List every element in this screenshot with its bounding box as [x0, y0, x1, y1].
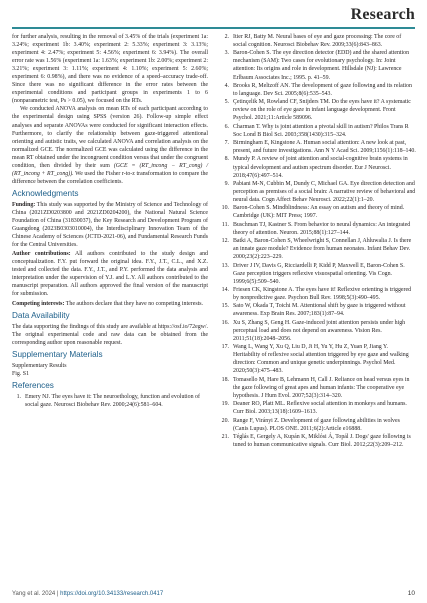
- analysis-paragraph: [12, 105, 208, 185]
- reference-item: [220, 204, 416, 220]
- acknowledgments-heading: Acknowledgments: [12, 188, 79, 198]
- competing-paragraph: [12, 300, 208, 308]
- reference-number: 4.: [224, 82, 229, 89]
- reference-number: 11.: [221, 221, 229, 228]
- reference-number: 6.: [224, 123, 229, 130]
- page-number: 10: [407, 590, 415, 597]
- acknowledgments-section: [12, 201, 208, 308]
- reference-number: 8.: [224, 156, 229, 163]
- reference-number: 1.: [16, 393, 21, 400]
- journal-title: Research: [350, 6, 415, 23]
- supplementary-heading: Supplementary Materials: [12, 349, 103, 359]
- gce-equation: (GCE = (RT_incong − RT_cong) / (RT_incong + RT_cong)).: [12, 162, 208, 177]
- reference-text: Mundy P. A review of joint attention and social-cognitive brain systems in typical development and autism spectrum disorder. Eur J Neurosci. 2018;47(6):497–514.: [233, 156, 408, 179]
- reference-text: Xu S, Zhang S, Geng H. Gaze-induced joint attention persists under high perceptual load and does not depend on awareness. Vision Res. 2011;51(18):2048–2056.: [233, 319, 406, 342]
- reference-text: Téglás E, Gergely A, Kupán K, Miklósi Á, Topál J. Dogs' gaze following is tuned to human communicative signals. Curr Biol. 2012;22(3):209–212.: [233, 433, 411, 448]
- competing-text: The authors declare that they have no competing interests.: [64, 300, 204, 307]
- reference-number: 16.: [221, 319, 229, 326]
- reference-text: Emery NJ. The eyes have it: The neuroethology, function and evolution of social gaze. Neurosci Biobehav Rev. 2000;24(6):581–604.: [25, 393, 200, 408]
- contributions-label: Author contributions:: [12, 251, 71, 258]
- doi-link[interactable]: https://doi.org/10.34133/research.0417: [60, 591, 164, 597]
- reference-item: [220, 98, 416, 122]
- supplementary-results: Supplementary Results: [12, 362, 67, 369]
- reference-text: Friesen CK, Kingstone A. The eyes have it! Reflexive orienting is triggered by nonpredictive gaze. Psychon Bull Rev. 1998;5(3):490–495.: [233, 287, 412, 302]
- contributions-paragraph: [12, 250, 208, 298]
- references-list-right: [220, 33, 416, 449]
- reference-item: [220, 155, 416, 179]
- left-column: [12, 33, 208, 409]
- reference-item: [220, 417, 416, 433]
- header-rule: [12, 27, 415, 29]
- reference-number: 5.: [224, 99, 229, 106]
- reference-text: Batki A, Baron-Cohen S, Wheelwright S, Connellan J, Ahluwalia J. Is there an innate gaze module? Evidence from human neonates. Infant Behav Dev. 2000;23(2):223–229.: [233, 238, 412, 261]
- reference-item: [220, 221, 416, 237]
- reference-text: Baron-Cohen S. Mindblindness: An essay on autism and theory of mind. Cambridge (UK): MIT Press; 1997.: [233, 205, 405, 220]
- reference-number: 15.: [221, 303, 229, 310]
- reference-number: 14.: [221, 287, 229, 294]
- references-heading: References: [12, 380, 54, 390]
- reference-item: [220, 343, 416, 375]
- data-availability-heading: Data Availability: [12, 310, 70, 320]
- footer-citation: [12, 591, 163, 597]
- reference-number: 3.: [224, 50, 229, 57]
- right-column: [220, 33, 416, 449]
- reference-number: 20.: [221, 417, 229, 424]
- reference-number: 18.: [221, 376, 229, 383]
- reference-item: [220, 237, 416, 261]
- reference-text: Sato W, Okada T, Toichi M. Attentional shift by gaze is triggered without awareness. Exp Brain Res. 2007;183(1):87–94.: [233, 303, 406, 318]
- reference-item: [220, 262, 416, 286]
- reference-number: 13.: [221, 262, 229, 269]
- data-availability-text: The data supporting the findings of this study are available at https://osf.io/72egw/. The original experimental code and raw data can be obtained from the corresponding author upon reasonable request.: [12, 323, 208, 346]
- results-paragraph: for further analysis, resulting in the removal of 3.45% of the trials (experiment 1a: 3.24%; experiment 1b: 3.40%; experiment 2: 5.33%; experiment 3: 3.13%; experiment 4: 2.47%; experiment 5: 4.56%; experiment 6: 3.94%). The overall error rate was 1.56% (experiment 1a: 1.63%; experiment 1b: 2.00%; experiment 2: 3.21%; experiment 3: 1.11%; experiment 4: 1.10%; experiment 5: 2.60%; experiment 6: 0.98%), and there was no evidence of a speed–accuracy trade-off. Since there was no significant difference in the error rates between the experimental conditions and participant groups in experiments 1 to 6 (nonparametric test, Ps > 0.05), we focused on the RTs.: [12, 34, 208, 105]
- reference-number: 17.: [221, 344, 229, 351]
- reference-text: Deaner RO, Platt ML. Reflexive social attention in monkeys and humans. Curr Biol. 2003;13(18):1609–1613.: [233, 401, 407, 416]
- analysis-text-end: We used the Fisher r-to-z transformation to compare the difference between the correlation coefficients.: [12, 170, 208, 185]
- reference-text: Charman T. Why is joint attention a pivotal skill in autism? Philos Trans R Soc Lond B Biol Sci. 2003;358(1430):315–324.: [233, 123, 409, 138]
- reference-text: Driver J IV, Davis G, Ricciardelli P, Kidd P, Maxwell E, Baron-Cohen S. Gaze perception triggers reflexive visuospatial orienting. Vis Cogn. 1999;6(5):509–540.: [233, 262, 405, 285]
- reference-text: Range F, Virányi Z. Development of gaze following abilities in wolves (Canis Lupus). PLOS ONE. 2011;6(2):Article e16888.: [233, 417, 400, 432]
- reference-item: [220, 433, 416, 449]
- reference-number: 21.: [221, 433, 229, 440]
- reference-number: 9.: [224, 180, 229, 187]
- reference-number: 7.: [224, 140, 229, 147]
- reference-item: [220, 49, 416, 81]
- reference-item: [220, 33, 416, 49]
- reference-item: [220, 376, 416, 400]
- reference-item: [12, 393, 208, 409]
- funding-text: This study was supported by the Ministry of Science and Technology of China (2021ZD0203800 and 2021ZD0204200), the National Natural Science Foundation of China (31830037), the Key Research and Development Program of Guangdong (2023B0303010004), the Interdisciplinary Innovation Team of the Chinese Academy of Sciences (JCTD-2021-06), and Fundamental Research Funds for the Central Universities.: [12, 201, 208, 249]
- reference-item: [220, 180, 416, 204]
- reference-item: [220, 319, 416, 343]
- reference-item: [220, 302, 416, 318]
- reference-item: [220, 286, 416, 302]
- reference-item: [220, 82, 416, 98]
- funding-label: Funding:: [12, 201, 36, 208]
- reference-text: Itier RJ, Batty M. Neural bases of eye and gaze processing: The core of social cognition. Neurosci Biobehav Rev. 2009;33(6):843–863.: [233, 34, 402, 49]
- reference-text: Pabiani M-N, Cubbin M, Dundy C, Michael GA. Eye direction detection and perception as premises of a social brain: A narrative review of behavioral and neural data. Cogn Affect Behav Neurosci. 2022;22(1):1–20.: [233, 180, 416, 204]
- reference-text: Wang L, Wang Y, Xu Q, Liu D, Ji H, Yu Y, Hu Z, Yuan P, Jiang Y. Heritability of reflexive social attention triggered by eye gaze and walking direction: Common and unique genetic underpinnings. Psychol Med. 2020;50(3):475–483.: [233, 344, 409, 375]
- contributions-text: All authors contributed to the study design and conceptualization. F.Y. put forward the original idea. F.Y., J.T., C.L., and X.Z. tested and collected the data. F.Y., J.T., and P.Y. performed the data analysis and interpretation under the supervision of Y.J. and L.Y. All authors contributed to the manuscript preparation. All authors approved the final version of the manuscript for submission.: [12, 251, 208, 298]
- reference-text: Baron-Cohen S. The eye direction detector (EDD) and the shared attention mechanism (SAM): Two cases for evolutionary psychology. In: Joint attention: Its origins and role in development. Hillsdale (NJ): Lawrence Erlbaum Associates Inc.; 1995. p. 41–59.: [233, 50, 410, 81]
- reference-item: [220, 400, 416, 416]
- reference-number: 10.: [221, 205, 229, 212]
- reference-item: [220, 123, 416, 139]
- reference-text: Tomasello M, Hare B, Lehmann H, Call J. Reliance on head versus eyes in the gaze following of great apes and human infants: The cooperative eye hypothesis. J Hum Evol. 2007;52(3):314–320.: [233, 376, 410, 399]
- reference-number: 2.: [224, 34, 229, 40]
- references-list-left: [12, 393, 208, 409]
- reference-text: Çetinçelik M, Rowland CF, Snijders TM. Do the eyes have it? A systematic review on the role of eye gaze in infant language development. Front Psychol. 2021;11:Article 589096.: [233, 99, 411, 122]
- citation-text: Yang et al. 2024 |: [12, 591, 61, 597]
- supplementary-figure: Fig. S1: [12, 370, 30, 377]
- reference-text: Buschman TJ, Kastner S. From behavior to neural dynamics: An integrated theory of attention. Neuron. 2015;88(1):127–144.: [233, 221, 411, 236]
- reference-number: 19.: [221, 401, 229, 408]
- funding-paragraph: [12, 201, 208, 249]
- reference-number: 12.: [221, 238, 229, 245]
- reference-text: Birmingham E, Kingstone A. Human social attention: A new look at past, present, and future investigations. Ann N Y Acad Sci. 2009;1156(1):118–140.: [233, 140, 416, 155]
- reference-item: [220, 139, 416, 155]
- competing-label: Competing interests:: [12, 300, 65, 307]
- reference-text: Brooks R, Meltzoff AN. The development of gaze following and its relation to language. Dev Sci. 2005;8(6):535–543.: [233, 82, 412, 97]
- analysis-text: We conducted ANOVA analysis on mean RTs of each participant according to the experimental design using SPSS (version 26). Follow-up simple effect analyses and separate ANOVAs were conducted for significant interaction effects. Furthermore, to clarify the relationship between gaze-triggered attentional orienting and autistic traits, we calculated ANOVA and correlation analysis on the normalized GCE. The normalized GCE was calculated using the difference in the mean RT obtained under the incongruent condition versus that under the congruent condition, then divided by their sum: [12, 106, 208, 169]
